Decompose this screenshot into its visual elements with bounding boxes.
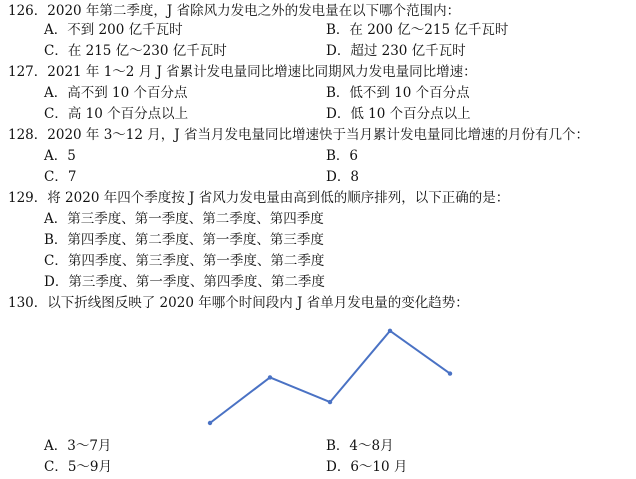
question-126-stem: 126．2020 年第二季度，J 省除风力发电之外的发电量在以下哪个范围内：: [8, 3, 461, 19]
q127-option-b[interactable]: B．低不到 10 个百分点: [326, 85, 470, 101]
trend-point-1: [208, 421, 212, 425]
trend-line-series: [210, 331, 450, 423]
q128-option-b[interactable]: B．6: [326, 148, 359, 164]
q129-option-d[interactable]: D．第三季度、第一季度、第四季度、第二季度: [44, 274, 325, 290]
trend-point-4: [388, 329, 392, 333]
q130-option-b[interactable]: B．4～8月: [326, 438, 394, 454]
question-130-stem: 130．以下折线图反映了 2020 年哪个时间段内 J 省单月发电量的变化趋势：: [8, 295, 469, 311]
q130-option-a[interactable]: A．3～7月: [44, 438, 112, 454]
trend-line-chart: [195, 318, 465, 433]
trend-point-5: [448, 371, 452, 375]
q129-option-c[interactable]: C．第四季度、第三季度、第一季度、第二季度: [44, 253, 325, 269]
q129-option-a[interactable]: A．第三季度、第一季度、第二季度、第四季度: [44, 211, 324, 227]
q128-option-d[interactable]: D．8: [326, 169, 359, 185]
q126-option-b[interactable]: B．在 200 亿～215 亿千瓦时: [326, 22, 509, 38]
q129-option-b[interactable]: B．第四季度、第二季度、第一季度、第三季度: [44, 232, 324, 248]
q130-option-d[interactable]: D．6～10 月: [326, 459, 408, 475]
q126-option-d[interactable]: D．超过 230 亿千瓦时: [326, 43, 466, 59]
q126-option-c[interactable]: C．在 215 亿～230 亿千瓦时: [44, 43, 227, 59]
q130-option-c[interactable]: C．5～9月: [44, 459, 113, 475]
q128-option-c[interactable]: C．7: [44, 169, 77, 185]
q128-option-a[interactable]: A．5: [44, 148, 76, 164]
trend-point-2: [268, 375, 272, 379]
q127-option-c[interactable]: C．高 10 个百分点以上: [44, 106, 189, 122]
question-127-stem: 127．2021 年 1～2 月 J 省累计发电量同比增速比同期风力发电量同比增速：: [8, 64, 477, 80]
q127-option-a[interactable]: A．高不到 10 个百分点: [44, 85, 188, 101]
q127-option-d[interactable]: D．低 10 个百分点以上: [326, 106, 471, 122]
trend-point-3: [328, 400, 332, 404]
question-129-stem: 129．将 2020 年四个季度按 J 省风力发电量由高到低的顺序排列，以下正确的是：: [8, 190, 510, 206]
q126-option-a[interactable]: A．不到 200 亿千瓦时: [44, 22, 183, 38]
question-128-stem: 128．2020 年 3～12 月，J 省当月发电量同比增速快于当月累计发电量同比增速的月份有几个：: [8, 127, 589, 143]
